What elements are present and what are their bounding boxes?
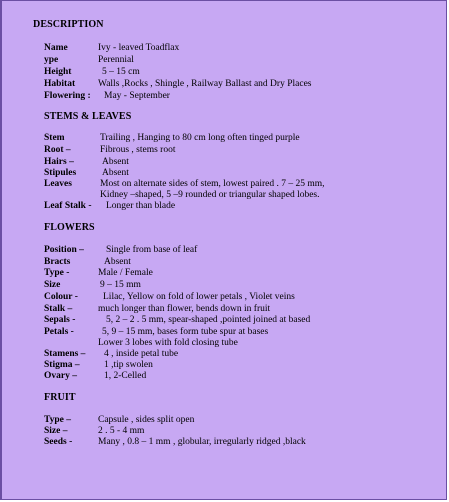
row-value: 5, 9 – 15 mm, bases form tube spur at bases: [102, 327, 269, 337]
row-value: Trailing , Hanging to 80 cm long often tinged purple: [100, 133, 300, 143]
row-label: Bracts: [44, 257, 71, 267]
row-label: Stigma –: [44, 360, 80, 370]
row-value: much longer than flower, bends down in fruit: [98, 304, 271, 314]
row-value: May - September: [104, 91, 170, 101]
row-value: Lower 3 lobes with fold closing tube: [98, 338, 238, 348]
row-label: Stem: [44, 133, 65, 143]
row-value: 1 ,tip swolen: [104, 360, 153, 370]
row-label: Size –: [44, 426, 68, 436]
row-value: Most on alternate sides of stem, lowest paired . 7 – 25 mm,: [100, 179, 325, 189]
row-label: Hairs –: [44, 157, 74, 167]
row-value: Capsule , sides split open: [98, 415, 195, 425]
row-value: Male / Female: [98, 268, 153, 278]
row-value: 1, 2-Celled: [104, 371, 147, 381]
row-label: Leaves: [44, 179, 72, 189]
row-label: Stipules: [44, 168, 77, 178]
row-value: Kidney –shaped, 5 –9 rounded or triangular shaped lobes.: [100, 190, 320, 200]
row-label: Size: [44, 280, 61, 290]
row-label: Name: [44, 43, 68, 53]
row-value: Many , 0.8 – 1 mm , globular, irregularly ridged ,black: [98, 437, 306, 447]
row-value: 2 . 5 - 4 mm: [98, 426, 145, 436]
row-label: Type -: [44, 268, 70, 278]
row-label: Colour -: [44, 292, 78, 302]
section-title-description: DESCRIPTION: [33, 19, 104, 30]
row-label: Stalk –: [44, 304, 73, 314]
row-value: Walls ,Rocks , Shingle , Railway Ballast and Dry Places: [98, 79, 312, 89]
section-title-stems-leaves: STEMS & LEAVES: [44, 111, 132, 122]
section-title-flowers: FLOWERS: [44, 222, 95, 233]
section-title-fruit: FRUIT: [44, 392, 76, 403]
row-value: 4 , inside petal tube: [104, 349, 179, 359]
row-value: Perennial: [98, 55, 134, 65]
row-value: Single from base of leaf: [106, 245, 198, 255]
row-label: Habitat: [44, 79, 76, 89]
row-value: 9 – 15 mm: [100, 280, 141, 290]
row-value: Absent: [104, 257, 131, 267]
row-label: Type –: [44, 415, 72, 425]
row-label: Stamens –: [44, 349, 86, 359]
row-label: Ovary –: [44, 371, 77, 381]
row-value: 5, 2 – 2 . 5 mm, spear-shaped ,pointed joined at based: [106, 315, 311, 325]
row-value: Lilac, Yellow on fold of lower petals , Violet veins: [103, 292, 295, 302]
row-value: Fibrous , stems root: [100, 145, 176, 155]
row-label: Petals -: [44, 327, 74, 337]
row-label: Leaf Stalk -: [44, 201, 92, 211]
row-label: Position –: [44, 245, 84, 255]
row-label: Seeds -: [44, 437, 73, 447]
row-label: Flowering :: [44, 91, 91, 101]
row-label: Height: [44, 67, 72, 77]
row-value: Ivy - leaved Toadflax: [98, 43, 180, 53]
row-value: Absent: [102, 157, 129, 167]
row-label: Sepals -: [44, 315, 76, 325]
row-value: Absent: [102, 168, 129, 178]
row-label: ype: [44, 55, 59, 65]
row-label: Root –: [44, 145, 71, 155]
row-value: Longer than blade: [106, 201, 176, 211]
row-value: 5 – 15 cm: [102, 67, 140, 77]
